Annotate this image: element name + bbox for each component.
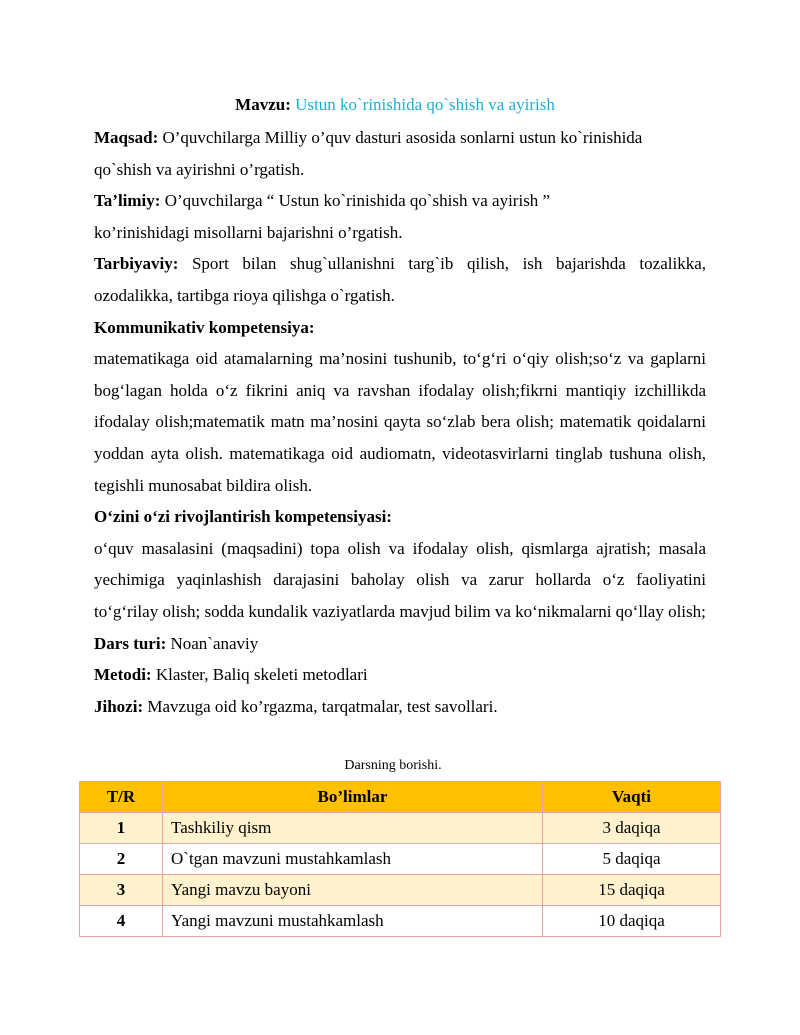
row-time: 15 daqiqa xyxy=(543,875,721,906)
row-number: 4 xyxy=(80,906,163,937)
lesson-body xyxy=(94,122,706,722)
kommunikativ-paragraph: matematikaga oid atamalarning ma’nosini tushunib, to‘g‘ri o‘qiy olish;so‘z va gaplarni bog‘lagan holda o‘z fikrini aniq va ravshan ifodalay olish;fikrni mantiqiy izchillikda ifodalay olish;matematik matn ma’nosini qayta so‘zlab bera olish; matematik qoidalarni yoddan ayta olish. matematikaga oid audiomatn, videotasvirlarni tinglab tushuna olish, tegishli munosabat bildira olish. xyxy=(94,349,706,495)
table-row xyxy=(80,906,721,937)
maqsad-label: Maqsad: xyxy=(94,128,159,147)
table-row xyxy=(80,813,721,844)
ozini-paragraph: o‘quv masalasini (maqsadini) topa olish va ifodalay olish, qismlarga ajratish; masala yechimiga yaqinlashish darajasini baholay olish va zarur hollarda o‘z faoliyatini to‘g‘rilay olish; sodda kundalik vaziyatlarda mavjud bilim va ko‘nikmalarni qo‘llay olish; xyxy=(94,538,706,621)
ozini-heading: O‘zini o‘zi rivojlantirish kompetensiyasi: xyxy=(94,507,392,527)
dars-turi: Dars turi: Noan`anaviy xyxy=(94,633,259,653)
metodi-label: Metodi: xyxy=(94,665,152,685)
dars-turi-label: Dars turi: xyxy=(94,633,167,653)
row-number: 2 xyxy=(80,844,163,875)
topic-value: Ustun ko`rinishida qo`shish va ayirish xyxy=(295,95,555,114)
row-time: 5 daqiqa xyxy=(543,844,721,875)
row-number: 1 xyxy=(80,813,163,844)
table-header-row xyxy=(80,782,721,813)
lesson-plan-table xyxy=(79,781,721,937)
row-section: Yangi mavzuni mustahkamlash xyxy=(163,906,543,937)
row-section: Yangi mavzu bayoni xyxy=(163,875,543,906)
lesson-topic xyxy=(0,94,790,116)
kommunikativ-heading: Kommunikativ kompetensiya: xyxy=(94,317,315,337)
talimiy-label: Ta’limiy: xyxy=(94,191,161,211)
jihozi: Jihozi: Mavzuga oid ko’rgazma, tarqatmalar, test savollari. xyxy=(94,696,498,716)
row-number: 3 xyxy=(80,875,163,906)
tarbiyaviy-paragraph: Tarbiyaviy: Sport bilan shug`ullanishni targ`ib qilish, ish bajarishda tozalikka, ozodalikka, tartibga rioya qilishga o`rgatish. xyxy=(94,254,706,305)
row-time: 3 daqiqa xyxy=(543,813,721,844)
talimiy-line2: ko’rinishidagi misollarni bajarishni o’rgatish. xyxy=(94,222,403,242)
tarbiyaviy-label: Tarbiyaviy: xyxy=(94,254,179,274)
maqsad-line2: qo`shish va ayirishni o’rgatish. xyxy=(94,159,305,179)
table-caption: Darsning borishi. xyxy=(344,758,442,773)
header-time: Vaqti xyxy=(543,782,721,813)
table-row xyxy=(80,875,721,906)
row-time: 10 daqiqa xyxy=(543,906,721,937)
topic-label: Mavzu: xyxy=(235,95,291,114)
table-row xyxy=(80,844,721,875)
header-tr: T/R xyxy=(80,782,163,813)
talimiy-line1: Ta’limiy: O’quvchilarga “ Ustun ko`rinishida qo`shish va ayirish ” xyxy=(94,191,551,211)
row-section: O`tgan mavzuni mustahkamlash xyxy=(163,844,543,875)
jihozi-label: Jihozi: xyxy=(94,696,144,716)
metodi: Metodi: Klaster, Baliq skeleti metodlari xyxy=(94,665,368,685)
header-sections: Bo’limlar xyxy=(163,782,543,813)
row-section: Tashkiliy qism xyxy=(163,813,543,844)
maqsad-line1: Maqsad: O’quvchilarga Milliy o’quv dasturi asosida sonlarni ustun ko`rinishida xyxy=(94,128,643,147)
